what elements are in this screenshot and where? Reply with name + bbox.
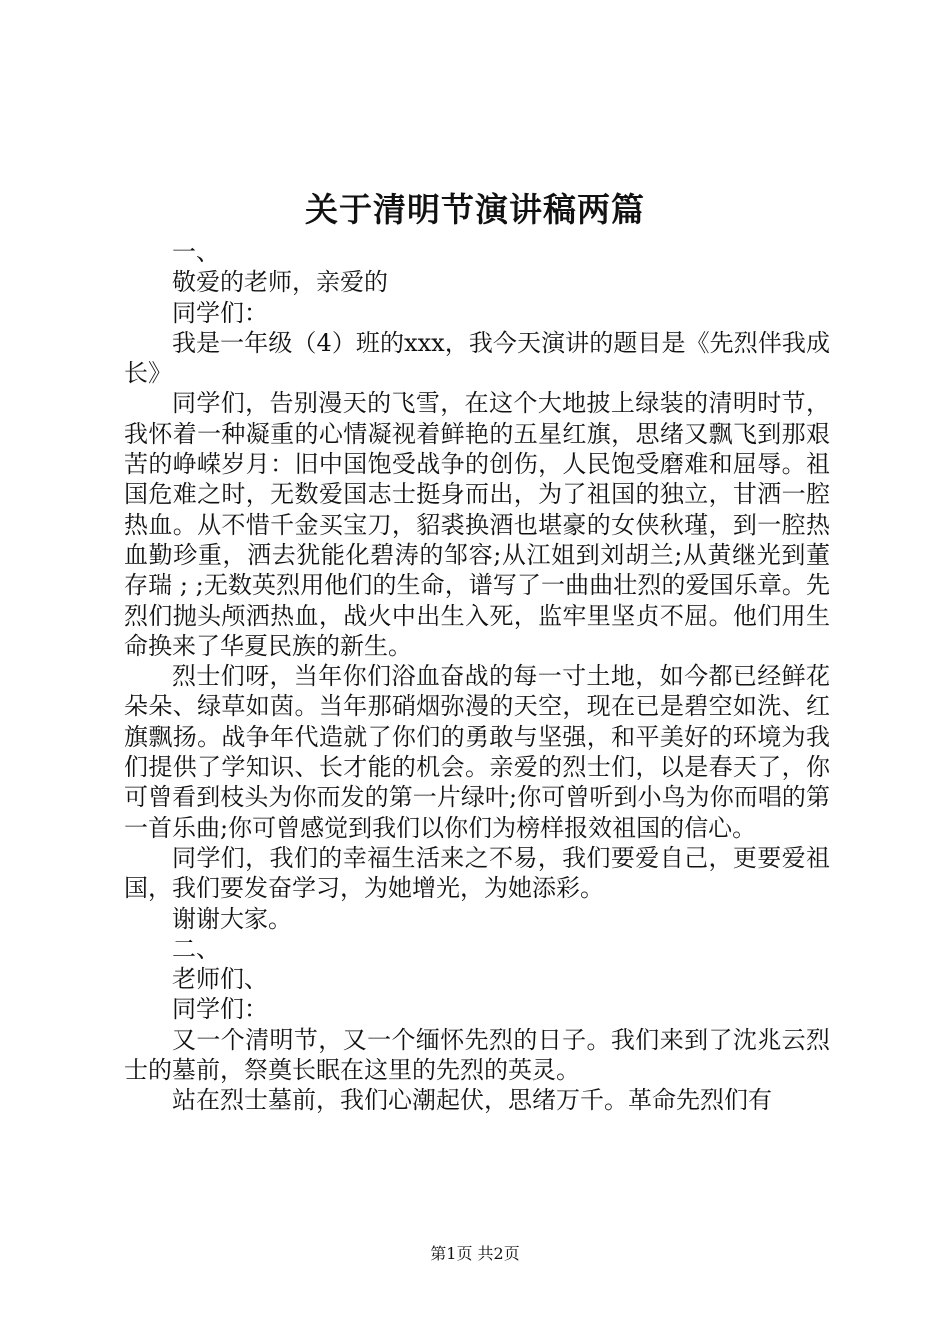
salutation-teachers: 敬爱的老师，亲爱的 bbox=[172, 268, 388, 297]
salutation-teachers: 老师们、 bbox=[172, 965, 268, 994]
document-body bbox=[124, 237, 830, 1116]
section-two-heading: 二、 bbox=[172, 934, 220, 963]
document-title: 关于清明节演讲稿两篇 bbox=[305, 190, 645, 229]
body-paragraph: 站在烈士墓前，我们心潮起伏，思绪万千。革命先烈们有 bbox=[172, 1086, 772, 1115]
body-paragraph: 同学们，我们的幸福生活来之不易，我们要爱自己，更要爱祖国，我们要发奋学习，为她增光，为她添彩。 bbox=[124, 843, 830, 903]
body-paragraph: 又一个清明节，又一个缅怀先烈的日子。我们来到了沈兆云烈士的墓前，祭奠长眠在这里的先烈的英灵。 bbox=[124, 1025, 830, 1085]
page-footer: 第1页 共2页 bbox=[430, 1244, 520, 1263]
salutation-students: 同学们： bbox=[172, 298, 268, 327]
body-paragraph: 烈士们呀，当年你们浴血奋战的每一寸土地，如今都已经鲜花朵朵、绿草如茵。当年那硝烟弥漫的天空，现在已是碧空如洗、红旗飘扬。战争年代造就了你们的勇敢与坚强，和平美好的环境为我们提供了学知识、长才能的机会。亲爱的烈士们，以是春天了，你可曾看到枝头为你而发的第一片绿叶;你可曾听到小鸟为你而唱的第一首乐曲;你可曾感觉到我们以你们为榜样报效祖国的信心。 bbox=[124, 662, 830, 842]
body-paragraph: 同学们，告别漫天的飞雪，在这个大地披上绿装的清明时节，我怀着一种凝重的心情凝视着鲜艳的五星红旗，思绪又飘飞到那艰苦的峥嵘岁月：旧中国饱受战争的创伤，人民饱受磨难和屈辱。祖国危难之时，无数爱国志士挺身而出，为了祖国的独立，甘洒一腔热血。从不惜千金买宝刀，貂裘换酒也堪豪的女侠秋瑾，到一腔热血勤珍重，洒去犹能化碧涛的邹容;从江姐到刘胡兰;从黄继光到董存瑞 ; ;无数英烈用他们的生命，谱写了一曲曲壮烈的爱国乐章。先烈们抛头颅洒热血，战火中出生入死，监牢里坚贞不屈。他们用生命换来了华夏民族的新生。 bbox=[124, 389, 830, 660]
closing-thanks: 谢谢大家。 bbox=[172, 904, 292, 933]
speech-intro-paragraph: 我是一年级（4）班的xxx，我今天演讲的题目是《先烈伴我成长》 bbox=[124, 328, 830, 388]
salutation-students: 同学们： bbox=[172, 995, 268, 1024]
section-one-heading: 一、 bbox=[172, 238, 220, 266]
